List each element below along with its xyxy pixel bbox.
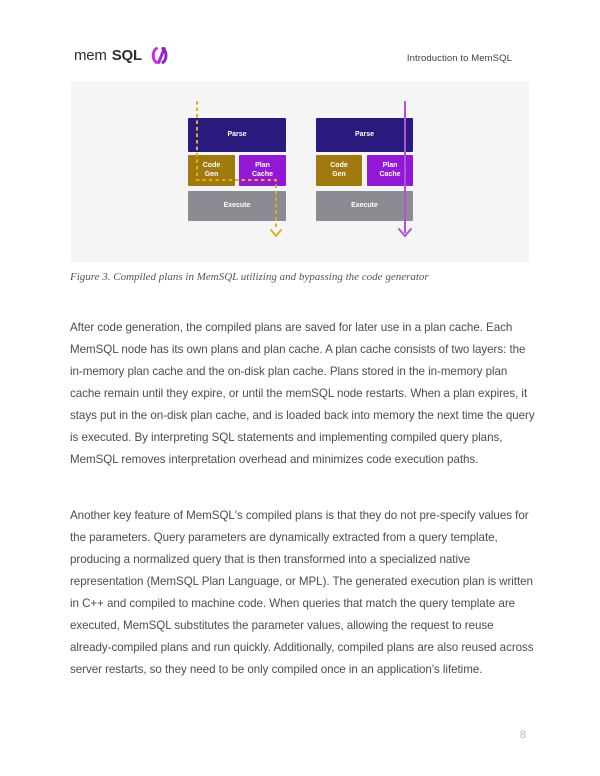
body-paragraph-2: Another key feature of MemSQL's compiled plans is that they do not pre-specify values for the parameters. Query parameters are dynamically extracted from a query template, producing a normalized query that is then transformed into a specialized native representation (MemSQL Plan Language, or MPL). The generated execution plan is written in C++ and compiled to machine code. When queries that match the query template are executed, MemSQL substitutes the parameter values, allowing the request to reuse already-compiled plans and run quickly. Additionally, compiled plans are also reused across server restarts, so they need to be only compiled once in an application's lifetime.: [70, 509, 534, 676]
code-gen-label-line2: Gen: [332, 170, 346, 178]
left-flow-plan-cache-box: [239, 155, 286, 186]
right-flow-parse-box: [316, 118, 413, 152]
plan-cache-label-line1: Plan: [382, 161, 398, 169]
plan-cache-label-line2: Cache: [379, 170, 401, 178]
figure-caption: Figure 3. Compiled plans in MemSQL utilizing and bypassing the code generator: [70, 271, 429, 283]
left-flow-parse-box: [188, 118, 286, 152]
code-gen-label-line2: Gen: [204, 170, 219, 178]
right-flow-plan-cache-box: [367, 155, 413, 186]
parse-label: Parse: [227, 130, 247, 138]
plan-cache-label-line1: Plan: [255, 161, 270, 169]
logo-text-mem: mem: [74, 47, 107, 64]
page-number: 8: [519, 729, 526, 741]
right-flow-code-gen-box: [316, 155, 362, 186]
execute-label: Execute: [223, 201, 251, 209]
execute-label: Execute: [351, 201, 378, 209]
plan-cache-label-line2: Cache: [251, 170, 273, 178]
memsql-logo-mark-icon: [149, 47, 173, 64]
left-flow-code-gen-box: [188, 155, 235, 186]
parse-label: Parse: [354, 130, 375, 138]
memsql-logo: [74, 47, 173, 64]
flow-arrows-layer: [71, 81, 529, 262]
logo-text-sql: SQL: [111, 47, 142, 64]
code-gen-label-line1: Code: [330, 161, 348, 169]
left-flow-execute-box: [188, 191, 286, 221]
document-title: Introduction to MemSQL: [406, 53, 512, 64]
figure-3-panel: [71, 81, 529, 262]
code-gen-label-line1: Code: [202, 161, 221, 169]
right-flow-execute-box: [316, 191, 413, 221]
body-paragraph-1: After code generation, the compiled plans are saved for later use in a plan cache. Each MemSQL node has its own plans and plan cache. A plan cache consists of two layers: the in-memory plan cache and the on-disk plan cache. Plans stored in the in-memory plan cache remain until they expire, or until the memSQL node restarts. When a plan expires, it stays put in the on-disk plan cache, and is loaded back into memory the next time the query is executed. By interpreting SQL statements and implementing compiled query plans, MemSQL removes interpretation overhead and minimizes code execution paths.: [70, 321, 535, 466]
